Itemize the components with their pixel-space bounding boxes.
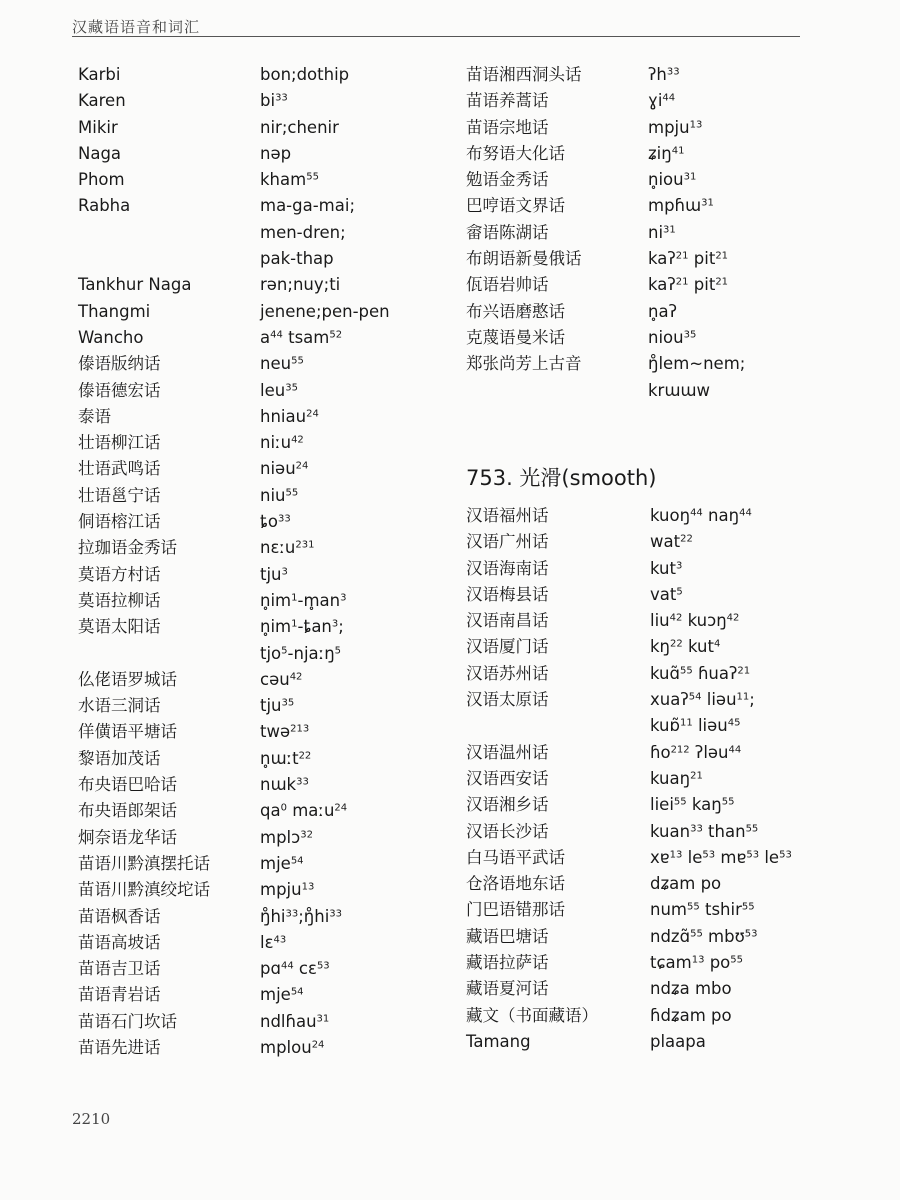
language-name: 藏文（书面藏语） [466, 1005, 598, 1025]
language-name: 门巴语错那话 [466, 900, 565, 920]
word-form: men-dren; [260, 222, 346, 242]
language-name: 布朗语新曼俄话 [466, 249, 582, 269]
language-name: 佯僙语平塘话 [78, 722, 177, 742]
word-form: $ȶo^{33}$ [260, 512, 291, 532]
word-form: $ni^{31}$ [648, 222, 676, 242]
language-name: 壮语邕宁话 [78, 485, 161, 505]
language-name: Karbi [78, 65, 121, 84]
word-form: niu$^{55}$ [260, 485, 299, 505]
language-name: 苗语枫香话 [78, 906, 161, 926]
word-form: mplɔ$^{32}$ [260, 827, 313, 847]
word-form: bon;dothip [260, 65, 350, 84]
word-form: krɯɯw [648, 380, 710, 400]
language-name: Thangmi [78, 301, 151, 321]
word-form: $qa^0$ maːu$^{24}$ [260, 801, 348, 821]
language-name: 汉语湘乡话 [466, 795, 549, 815]
section-heading: 753. 光滑(smooth) [466, 466, 657, 490]
word-form: xɐ$^{13}$ $le^{53}$ mɐ$^{53}$ $le^{53}$ [650, 847, 792, 867]
language-name: 汉语苏州话 [466, 663, 549, 683]
word-form: kuaŋ$^{21}$ [650, 768, 703, 788]
running-header: 汉藏语语音和词汇 [72, 18, 201, 36]
word-form: mpju$^{13}$ [260, 880, 315, 900]
word-form: nɯk$^{33}$ [260, 775, 309, 795]
word-form: niːu$^{42}$ [260, 433, 304, 453]
language-name: 勉语金秀话 [466, 170, 549, 190]
word-form: liei$^{55}$ kaŋ$^{55}$ [650, 795, 735, 815]
language-name: Wancho [78, 327, 144, 347]
language-name: 布兴语磨憨话 [466, 301, 565, 321]
language-name: 黎语加茂话 [78, 748, 161, 768]
language-name: 侗语榕江话 [78, 512, 161, 532]
word-form: jenene;pen-pen [260, 301, 390, 321]
word-form: plaapa [650, 1031, 706, 1051]
word-form: nəp [260, 143, 292, 163]
language-name: Tankhur Naga [78, 275, 192, 295]
language-name: 布努语大化话 [466, 143, 565, 163]
language-name: 傣语版纳话 [78, 354, 161, 374]
word-form: cəu$^{42}$ [260, 669, 303, 689]
word-form: ndzɑ̃$^{55}$ mbʊ$^{53}$ [650, 926, 758, 946]
word-form: ɦo$^{212}$ ʔləu$^{44}$ [650, 742, 742, 762]
word-form: kaʔ$^{21}$ pit$^{21}$ [648, 275, 729, 295]
language-name: 苗语湘西洞头话 [466, 65, 582, 84]
word-form: kuɑ̃$^{55}$ ɦuaʔ$^{21}$ [650, 663, 751, 683]
word-form: niəu$^{24}$ [260, 459, 309, 479]
language-name: 布央语郎架话 [78, 801, 177, 821]
word-form: $ŋ̊hi^{33};ŋ̊hi^{33}$ [260, 906, 343, 926]
language-name: 壮语柳江话 [78, 433, 161, 453]
word-form: tju$^{35}$ [260, 696, 295, 716]
language-name: 汉语温州话 [466, 742, 549, 762]
word-form: n̥aʔ [648, 301, 677, 321]
word-form: kuoŋ$^{44}$ naŋ$^{44}$ [650, 506, 752, 525]
language-name: Karen [78, 91, 126, 111]
word-form: kaʔ$^{21}$ pit$^{21}$ [648, 249, 729, 269]
language-name: 佤语岩帅话 [466, 275, 549, 295]
word-form: ʔh$^{33}$ [648, 65, 680, 84]
language-name: 汉语南昌话 [466, 611, 549, 631]
word-form: ndlɦau$^{31}$ [260, 1011, 330, 1031]
word-form: tɕam$^{13}$ $po^{55}$ [650, 953, 744, 973]
word-form: rən;nuy;ti [260, 275, 341, 295]
language-name: Tamang [466, 1031, 531, 1051]
language-name: 苗语高坡话 [78, 932, 161, 952]
language-name: 克蔑语曼米话 [466, 327, 565, 347]
word-form: kuɒ̃$^{11}$ liəu$^{45}$ [650, 716, 741, 736]
language-name: 汉语长沙话 [466, 821, 549, 841]
word-form: mje$^{54}$ [260, 853, 304, 873]
language-name: 藏语夏河话 [466, 979, 549, 999]
language-name: 炯奈语龙华话 [78, 827, 177, 847]
language-name: 仫佬语罗城话 [78, 669, 177, 689]
word-form: kut$^3$ [650, 558, 683, 578]
word-form: ɣi$^{44}$ [648, 91, 676, 111]
language-name: 苗语川黔滇摆托话 [78, 853, 210, 873]
word-form: ma-ga-mai; [260, 196, 356, 216]
language-name: 白马语平武话 [466, 847, 565, 867]
language-name: 苗语宗地话 [466, 117, 549, 137]
word-form: hniau$^{24}$ [260, 406, 319, 426]
word-form: pɑ$^{44}$ cɛ$^{53}$ [260, 959, 330, 979]
word-form: mpɦɯ$^{31}$ [648, 196, 714, 216]
language-name: 藏语拉萨话 [466, 953, 549, 973]
word-form: kuan$^{33}$ than$^{55}$ [650, 821, 759, 841]
word-form: mplou$^{24}$ [260, 1037, 325, 1057]
language-name: 苗语石门坎话 [78, 1011, 177, 1031]
word-form: $bi^{33}$ [260, 91, 288, 111]
word-form: mje$^{54}$ [260, 985, 304, 1005]
language-name: Phom [78, 170, 125, 190]
word-form: lɛ$^{43}$ [260, 932, 287, 952]
word-form: nɛːu$^{231}$ [260, 538, 315, 558]
language-name: 苗语吉卫话 [78, 959, 161, 979]
language-name: Naga [78, 143, 122, 163]
language-name: 汉语广州话 [466, 532, 549, 552]
language-name: 巴哼语文界话 [466, 196, 565, 216]
language-name: Rabha [78, 196, 131, 216]
word-form: num$^{55}$ tshir$^{55}$ [650, 900, 755, 920]
word-form: liu$^{42}$ kuɔŋ$^{42}$ [650, 611, 740, 631]
word-form: tjo$^5$-njaːŋ$^5$ [260, 643, 342, 663]
language-name: 拉珈语金秀话 [78, 538, 177, 558]
word-form: kham$^{55}$ [260, 170, 319, 190]
language-name: 水语三洞话 [78, 696, 161, 716]
word-form: $n̥im^1-m̥an^3$ [260, 590, 347, 610]
header-rule [72, 36, 800, 37]
word-form: $n̥im^1-ȶan^3$; [260, 617, 344, 637]
language-name: 汉语海南话 [466, 558, 549, 578]
language-name: 藏语巴塘话 [466, 926, 549, 946]
language-name: 苗语川黔滇绞坨话 [78, 880, 210, 900]
page-number: 2210 [72, 1110, 111, 1128]
language-name: Mikir [78, 117, 118, 137]
language-name: 汉语梅县话 [466, 584, 549, 604]
word-form: neu$^{55}$ [260, 354, 304, 374]
language-name: 傣语德宏话 [78, 380, 161, 400]
language-name: 莫语太阳话 [78, 617, 161, 637]
word-form: n̥ɯːt$^{22}$ [260, 748, 312, 768]
word-form: vat$^5$ [650, 584, 683, 604]
word-form: leu$^{35}$ [260, 380, 298, 400]
word-form: ndʑa mbo [650, 979, 732, 999]
word-form: tju$^3$ [260, 564, 288, 584]
word-form: pak-thap [260, 249, 334, 269]
language-name: 布央语巴哈话 [78, 775, 177, 795]
language-name: 汉语太原话 [466, 690, 549, 710]
language-name: 泰语 [78, 406, 111, 426]
word-form: dʑam po [650, 874, 722, 894]
word-form: ʑiŋ$^{41}$ [648, 143, 685, 163]
word-form: mpju$^{13}$ [648, 117, 703, 137]
language-name: 苗语养蒿话 [466, 91, 549, 111]
language-name: 仓洛语地东话 [466, 874, 565, 894]
word-form: twə$^{213}$ [260, 722, 310, 742]
language-name: 汉语福州话 [466, 506, 549, 525]
word-form: niou$^{35}$ [648, 327, 697, 347]
word-form: n̥iou$^{31}$ [648, 170, 697, 190]
word-form: $kŋ^{22}$ kut$^4$ [650, 637, 721, 657]
language-name: 莫语拉柳话 [78, 590, 161, 610]
language-name: 壮语武鸣话 [78, 459, 161, 479]
language-name: 汉语厦门话 [466, 637, 549, 657]
word-form: wat$^{22}$ [650, 532, 693, 552]
word-form: xuaʔ$^{54}$ liəu$^{11}$; [650, 690, 755, 710]
word-form: ŋ̊lem~nem; [648, 354, 746, 374]
word-form: nir;chenir [260, 117, 339, 137]
word-form: $a^{44}$ tsam$^{52}$ [260, 327, 343, 347]
language-name: 畲语陈湖话 [466, 222, 549, 242]
language-name: 汉语西安话 [466, 768, 549, 788]
language-name: 苗语先进话 [78, 1037, 161, 1057]
word-form: ɦdʑam po [650, 1005, 732, 1025]
language-name: 郑张尚芳上古音 [466, 354, 582, 374]
language-name: 苗语青岩话 [78, 985, 161, 1005]
language-name: 莫语方村话 [78, 564, 161, 584]
